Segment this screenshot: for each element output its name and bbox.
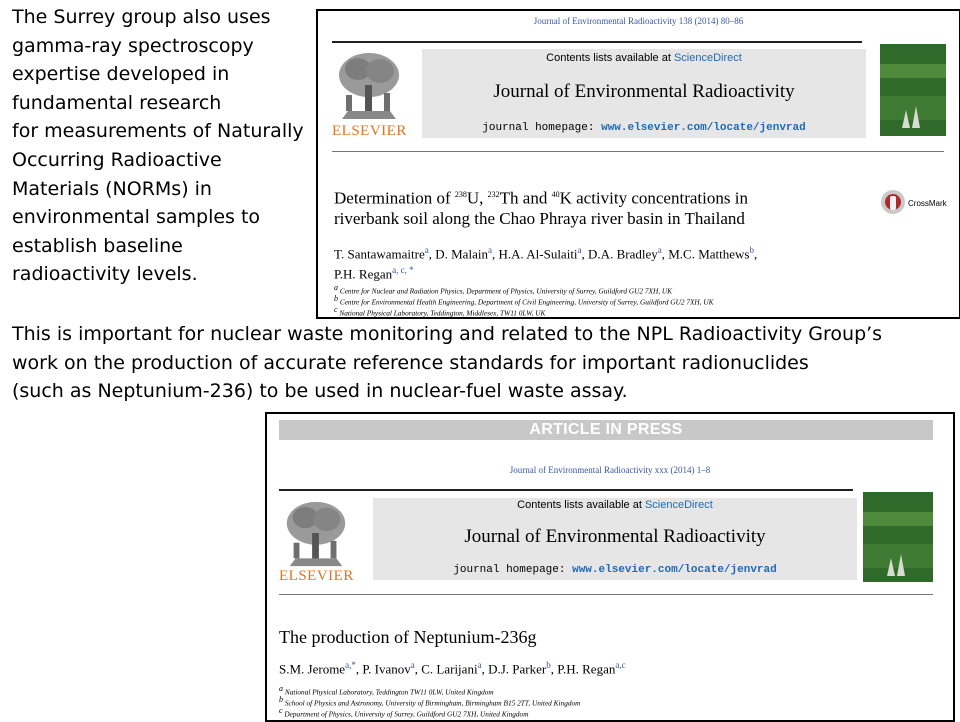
intro-line: radioactivity levels. — [12, 263, 198, 286]
intro-line: Occurring Radioactive — [12, 148, 222, 171]
crossmark-label: CrossMark — [908, 199, 947, 208]
elsevier-wordmark: ELSEVIER — [332, 123, 407, 139]
middle-line: This is important for nuclear waste monitoring and related to the NPL Radioactivity Group’s — [12, 323, 883, 345]
article-title: Determination of $^{238}$U, $^{232}$Th and $^{40}$K activity concentrations in riverbank soil along the Chao Phraya river basin in Thailand — [334, 188, 748, 228]
author-list: S.M. Jerome$^{a,*}$, P. Ivanov$^a$, C. Larijani$^a$, D.J. Parker$^b$, P.H. Regan$^{a,c}$ — [279, 660, 626, 677]
affiliation: b School of Physics and Astronomy, University of Birmingham, Birmingham B15 2TT, United Kingdom — [279, 695, 581, 708]
elsevier-tree-logo-icon — [279, 498, 353, 574]
homepage-link[interactable]: www.elsevier.com/locate/jenvrad — [572, 564, 777, 576]
elsevier-tree-logo-icon — [332, 49, 406, 127]
header-rule — [279, 489, 853, 491]
header-rule — [332, 41, 862, 43]
intro-line: Materials (NORMs) in — [12, 177, 212, 200]
author-list: T. Santawamaitre$^a$, D. Malain$^a$, H.A. Al-Sulaiti$^a$, D.A. Bradley$^a$, M.C. Matthews$^b$, P.H. Regan$^{a, c, *}$ — [334, 245, 758, 282]
elsevier-wordmark: ELSEVIER — [279, 568, 354, 584]
crossmark-icon[interactable] — [880, 189, 906, 219]
affiliation: c Department of Physics, University of Surrey, Guildford GU2 7XH, United Kingdom — [279, 706, 529, 719]
intro-line: for measurements of Naturally — [12, 120, 304, 143]
journal-cover-image — [880, 44, 946, 136]
journal-title: Journal of Environmental Radioactivity — [464, 526, 766, 547]
intro-line: expertise developed in — [12, 63, 230, 86]
journal-masthead — [422, 49, 866, 138]
affiliation: a National Physical Laboratory, Teddington TW11 0LW, United Kingdom — [279, 684, 494, 697]
sciencedirect-link[interactable]: ScienceDirect — [644, 499, 713, 511]
middle-line: (such as Neptunium-236) to be used in nuclear-fuel waste assay. — [12, 380, 628, 403]
journal-masthead — [373, 498, 857, 580]
sciencedirect-link[interactable]: ScienceDirect — [673, 52, 742, 64]
intro-line: environmental samples to — [12, 206, 261, 229]
journal-cover-image — [863, 492, 933, 582]
article-title: The production of Neptunium-236g — [279, 627, 537, 647]
middle-paragraph — [12, 320, 952, 406]
contents-line: Contents lists available at ScienceDirect — [517, 499, 713, 511]
masthead-divider — [279, 594, 933, 595]
affiliation: b Centre for Environmental Health Engineering, Department of Civil Engineering, University of Surrey, Guildford GU2 7XH, UK — [334, 294, 714, 307]
masthead-divider — [332, 151, 944, 152]
intro-line: gamma-ray spectroscopy — [12, 34, 254, 57]
middle-line: work on the production of accurate reference standards for important radionuclides — [12, 351, 809, 374]
journal-homepage: journal homepage: www.elsevier.com/locate/jenvrad — [453, 564, 777, 576]
affiliation: a Centre for Nuclear and Radiation Physics, Department of Physics, University of Surrey, Guildford GU2 7XH, UK — [334, 283, 673, 296]
contents-line: Contents lists available at ScienceDirect — [546, 52, 742, 64]
affiliation: c National Physical Laboratory, Teddington, Middlesex, TW11 0LW, UK — [334, 305, 546, 318]
journal-reference: Journal of Environmental Radioactivity xxx (2014) 1–8 — [509, 465, 711, 475]
intro-line: The Surrey group also uses — [12, 6, 271, 28]
paper-screenshot-surrey — [316, 9, 960, 319]
journal-homepage: journal homepage: www.elsevier.com/locate/jenvrad — [482, 122, 806, 134]
intro-line: establish baseline — [12, 234, 183, 257]
journal-reference: Journal of Environmental Radioactivity 138 (2014) 80–86 — [533, 16, 744, 26]
intro-paragraph — [12, 3, 317, 289]
paper-screenshot-npl — [265, 412, 955, 722]
intro-line: fundamental research — [12, 91, 222, 114]
journal-title: Journal of Environmental Radioactivity — [493, 81, 795, 102]
article-in-press-banner: ARTICLE IN PRESS — [279, 420, 933, 440]
homepage-link[interactable]: www.elsevier.com/locate/jenvrad — [601, 122, 806, 134]
